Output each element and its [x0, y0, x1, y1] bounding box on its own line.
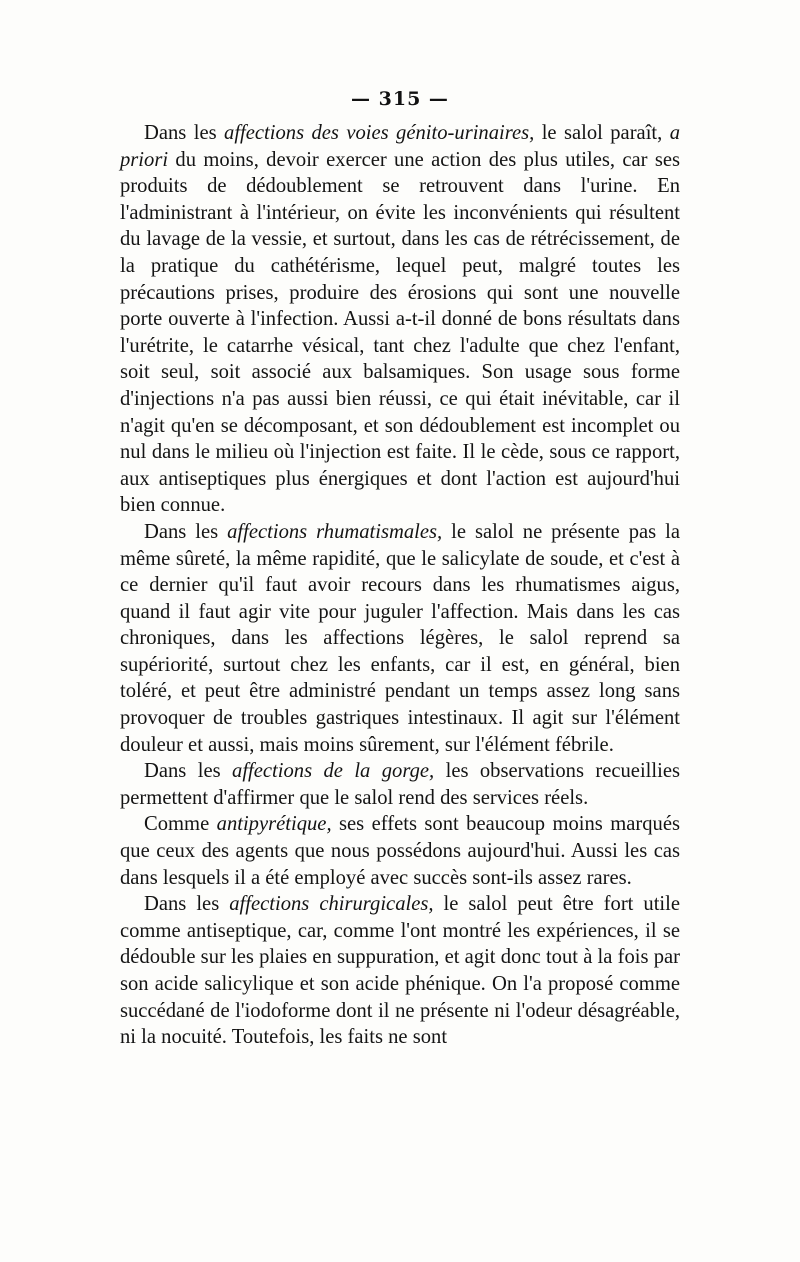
- italic-run: affections de la gorge,: [232, 760, 435, 783]
- italic-run: affections chirurgicales,: [229, 893, 434, 916]
- italic-run: a priori: [120, 122, 680, 171]
- italic-run: affections des voies génito-urinaires,: [224, 122, 535, 144]
- paragraph-rheumatism: [120, 519, 680, 758]
- text-run: le salol paraît,: [534, 122, 670, 144]
- paragraph-throat: [120, 758, 680, 811]
- text-run: du moins, devoir exercer une action des plus utiles, car ses produits de dédoublement se retrouvent dans l'urine. En l'administrant à l'intérieur, on évite les inconvénients qui résultent du lavage de la vessie, et surtout, dans les cas de rétrécissement, de la pratique du cathétérisme, lequel peut, malgré toutes les précautions prises, produire des érosions qui sont une nouvelle porte ouverte à l'infection. Aussi a-t-il donné de bons résultats dans l'urétrite, le catarrhe vésical, tant chez l'adulte que chez l'enfant, soit seul, soit associé aux balsamiques. Son usage sous forme d'injections n'a pas aussi bien réussi, ce qui était inévitable, car il n'agit qu'en se décomposant, et son dédoublement est incomplet ou nul dans le milieu où l'injection est faite. Il le cède, sous ce rapport, aux antiseptiques plus énergiques et dont l'action est aujourd'hui bien connue.: [120, 148, 680, 517]
- text-run: les observations recueillies permettent d'affirmer que le salol rend des services réels.: [120, 760, 680, 809]
- text-run: Dans les: [144, 760, 233, 783]
- paragraph-surgical: [120, 891, 680, 1051]
- text-run: ses effets sont beaucoup moins marqués que ceux des agents que nous possédons aujourd'hui. Aussi les cas dans lesquels il a été employé avec succès sont-ils assez rares.: [120, 813, 680, 889]
- text-run: le salol ne présente pas la même sûreté, la même rapidité, que le salicylate de soude, et c'est à ce dernier qu'il faut avoir recours dans les rhumatismes aigus, quand il faut agir vite pour juguler l'affection. Mais dans les cas chroniques, dans les affections légères, le salol reprend sa supériorité, surtout chez les enfants, car il est, en général, bien toléré, et peut être administré pendant un temps assez long sans provoquer de troubles gastriques intestinaux. Il agit sur l'élément douleur et aussi, mais moins sûrement, sur l'élément fébrile.: [120, 520, 680, 756]
- text-run: Dans les: [144, 122, 225, 144]
- text-run: Dans les: [144, 893, 230, 916]
- italic-run: antipyrétique,: [216, 813, 332, 836]
- text-run: le salol peut être fort utile comme antiseptique, car, comme l'ont montré les expériences, il se dédouble sur les plaies en suppuration, et agit donc tout à la fois par son acide salicylique et son acide phénique. On l'a proposé comme succédané de l'iodoforme dont il ne présente ni l'odeur désagréable, ni la nocuité. Toutefois, les faits ne sont: [120, 893, 681, 1049]
- text-run: Comme: [144, 813, 217, 836]
- body-text: [120, 120, 680, 1051]
- text-run: Dans les: [144, 520, 228, 543]
- paragraph-antipyretic: [120, 811, 680, 891]
- page-number: — 315 —: [351, 88, 449, 110]
- italic-run: affections rhumatismales,: [227, 520, 443, 543]
- paragraph-genito-urinary: [120, 120, 680, 519]
